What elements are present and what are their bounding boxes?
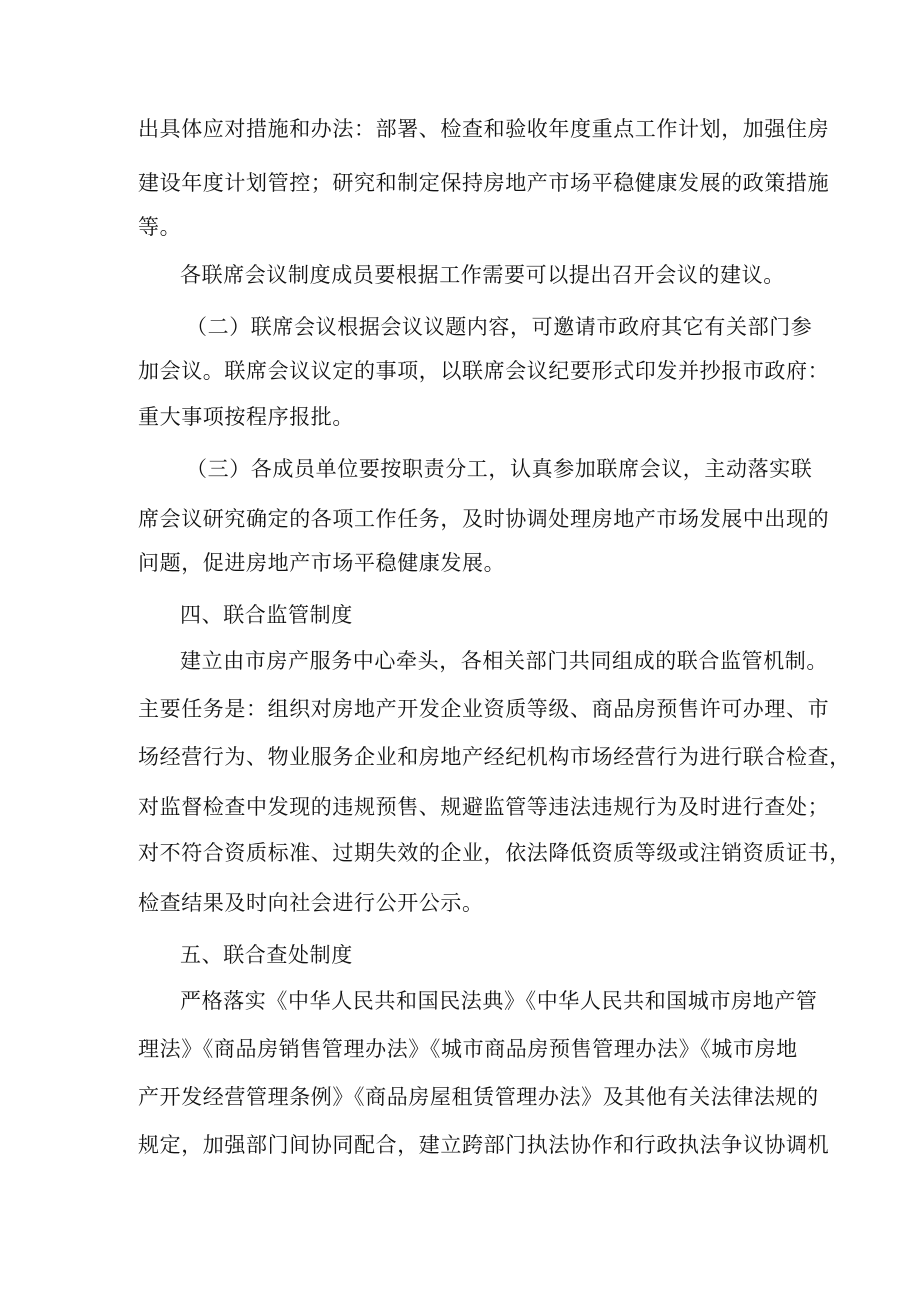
section-heading-4: 四、联合监管制度 [180, 603, 353, 627]
text-line-13: 主要任务是：组织对房地产开发企业资质等级、商品房预售许可办理、市 [138, 697, 830, 721]
text-line-12: 建立由市房产服务中心牵头，各相关部门共同组成的联合监管机制。 [180, 649, 828, 673]
text-line-7: 重大事项按程序报批。 [138, 405, 354, 429]
text-line-20: 理法》《商品房销售管理办法》《城市商品房预售管理办法》《城市房地 [138, 1037, 798, 1061]
text-line-14: 场经营行为、物业服务企业和房地产经纪机构市场经营行为进行联合检查， [138, 745, 851, 769]
text-line-19: 严格落实《中华人民共和国民法典》《中华人民共和国城市房地产管 [180, 989, 818, 1013]
text-line-10: 问题，促进房地产市场平稳健康发展。 [138, 551, 506, 575]
text-line-22: 规定，加强部门间协同配合，建立跨部门执法协作和行政执法争议协调机 [138, 1133, 830, 1157]
text-line-4: 各联席会议制度成员要根据工作需要可以提出召开会议的建议。 [180, 263, 785, 287]
text-line-8: （三）各成员单位要按职责分工，认真参加联席会议，主动落实联 [186, 457, 813, 481]
text-line-15: 对监督检查中发现的违规预售、规避监管等违法违规行为及时进行查处； [138, 795, 830, 819]
text-line-5: （二）联席会议根据会议议题内容，可邀请市政府其它有关部门参 [186, 315, 813, 339]
text-line-6: 加会议。联席会议议定的事项，以联席会议纪要形式印发并抄报市政府： [138, 359, 830, 383]
text-line-16: 对不符合资质标准、过期失效的企业，依法降低资质等级或注销资质证书， [138, 841, 851, 865]
section-heading-5: 五、联合查处制度 [180, 943, 353, 967]
text-line-21: 产开发经营管理条例》《商品房屋租赁管理办法》及其他有关法律法规的 [138, 1085, 819, 1109]
text-line-2: 建设年度计划管控；研究和制定保持房地产市场平稳健康发展的政策措施 [138, 171, 830, 195]
text-line-1: 出具体应对措施和办法：部署、检查和验收年度重点工作计划，加强住房 [138, 117, 830, 141]
text-line-9: 席会议研究确定的各项工作任务，及时协调处理房地产市场发展中出现的 [138, 507, 830, 531]
text-line-17: 检查结果及时向社会进行公开公示。 [138, 891, 484, 915]
text-line-3: 等。 [138, 215, 182, 239]
